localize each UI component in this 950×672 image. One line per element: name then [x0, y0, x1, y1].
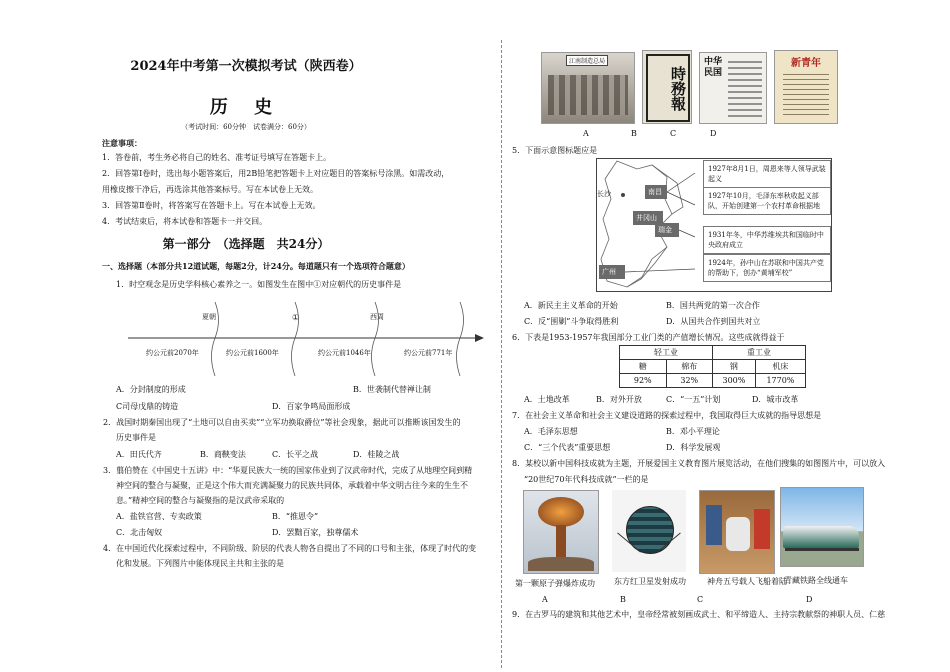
q2-option-b[interactable]: B．商鞅变法	[200, 450, 246, 459]
timeline-label-xizhou: 西周	[370, 313, 384, 321]
q1-timeline	[120, 296, 490, 380]
q3-stem-cont: 神空间的整合与凝聚，正是这个伟大而充满凝聚力的民族共同体，承载着中华文明古往今来的生生不	[116, 481, 468, 490]
q8-stem-cont: “20世纪70年代科技成就”一栏的是	[524, 475, 649, 484]
timeline-arrow	[475, 334, 484, 342]
q6-table-val: 1770%	[755, 374, 805, 388]
q5-stem: 5．下面示意图标题应是	[512, 146, 598, 155]
q1-option-a[interactable]: A．分封制度的形成	[116, 385, 186, 394]
q5-option-d[interactable]: D．从国共合作到国共对立	[666, 317, 761, 326]
map-note-1: 1927年8月1日，周恩来等人领导武装起义	[703, 160, 831, 188]
q6-stem: 6．下表是1953-1957年我国部分工业门类的产值增长情况。这些成就得益于	[512, 333, 785, 342]
map-place-jinggangshan: 井冈山	[636, 214, 657, 222]
q5-option-b[interactable]: B．国共两党的第一次合作	[666, 301, 760, 310]
q8-photo-b	[612, 490, 686, 572]
q6-option-c[interactable]: C．“一五”计划	[666, 395, 721, 404]
q7-option-a[interactable]: A．毛泽东思想	[524, 427, 578, 436]
q6-table-head: 轻工业	[620, 346, 713, 360]
q2-option-c[interactable]: C．长平之战	[272, 450, 319, 459]
exam-title: 2024年中考第一次模拟考试（陕西卷）	[130, 59, 362, 74]
q2-option-d[interactable]: D．桂陵之战	[353, 450, 400, 459]
q6-table-sub: 棉布	[666, 360, 713, 374]
notice-item: 用橡皮擦干净后，再选涂其他答案标号。写在本试卷上无效。	[102, 185, 318, 194]
q3-option-b[interactable]: B．“推恩令”	[272, 512, 319, 521]
map-note-3: 1931年冬，中华苏维埃共和国临时中央政府成立	[703, 226, 831, 254]
q6-option-d[interactable]: D．城市改革	[752, 395, 799, 404]
q4-photo-b-title: 時務報	[646, 54, 690, 122]
q4-photo-d-title: 新青年	[791, 58, 821, 69]
q6-table-sub: 机床	[755, 360, 805, 374]
q7-option-c[interactable]: C．“三个代表”重要思想	[524, 443, 611, 452]
q3-option-d[interactable]: D．罢黜百家，独尊儒术	[272, 528, 359, 537]
q8-label-c[interactable]: C	[697, 595, 704, 604]
map-note-4: 1924年，孙中山在苏联和中国共产党的帮助下，创办“黄埔军校”	[703, 254, 831, 282]
q8-photo-d	[780, 487, 864, 567]
q3-option-a[interactable]: A．盐铁官营、专卖政策	[116, 512, 202, 521]
q6-table-sub: 钢	[713, 360, 756, 374]
map-place-nanchang: 南昌	[648, 188, 662, 196]
q4-photo-b	[642, 50, 692, 124]
q4-photo-c	[699, 52, 767, 124]
q6-table-val: 92%	[620, 374, 667, 388]
q4-photo-c-text: 中华民国	[704, 57, 723, 78]
q4-label-b[interactable]: B	[631, 129, 637, 138]
q4-label-a[interactable]: A	[583, 129, 589, 138]
q4-label-c[interactable]: C	[670, 129, 677, 138]
timeline-label-xia: 夏朝	[202, 313, 216, 321]
section1-heading: 一、选择题（本部分共12道试题，每题2分，计24分。每道题只有一个选项符合题意）	[102, 261, 410, 271]
q6-option-a[interactable]: A．土地改革	[524, 395, 570, 404]
map-note-2: 1927年10月，毛泽东率秋收起义部队，开始创建第一个农村革命根据地	[703, 187, 831, 215]
q6-table-sub: 糖	[620, 360, 667, 374]
q2-stem: 2．战国时期秦国出现了“土地可以自由买卖”“立军功换取爵位”等社会现象，据此可以推断该国发生的	[103, 418, 461, 427]
map-place-changsha: 长沙	[597, 190, 611, 198]
column-divider	[501, 40, 502, 668]
timeline-date: 约公元前771年	[404, 349, 453, 357]
q8-label-b[interactable]: B	[620, 595, 626, 604]
q8-photo-c	[699, 490, 775, 574]
timeline-brace	[457, 302, 464, 376]
notice-list	[102, 152, 449, 227]
q6-table	[619, 345, 806, 388]
q8-stem: 8．某校以新中国科技成就为主题，开展爱国主义教育图片展览活动，在他们搜集的如图图片中，可以放入	[512, 459, 886, 468]
q6-table-val: 300%	[713, 374, 756, 388]
map-place-guangzhou: 广州	[602, 268, 616, 276]
q7-stem: 7．在社会主义革命和社会主义建设道路的探索过程中，我国取得巨大成就的指导思想是	[512, 411, 822, 420]
timeline-date: 约公元前1600年	[226, 349, 279, 357]
q6-table-val: 32%	[666, 374, 713, 388]
q7-option-d[interactable]: D．科学发展观	[666, 443, 721, 452]
q1-option-d[interactable]: D．百家争鸣局面形成	[272, 402, 351, 411]
q8-caption-d: 青藏铁路全线通车	[784, 576, 848, 585]
subject-title: 历 史	[209, 97, 283, 118]
q3-stem-cont: 息。”精神空间的整合与凝聚指的是汉武帝采取的	[116, 496, 285, 505]
q1-option-c[interactable]: C司母戊鼎的铸造	[116, 402, 179, 411]
map-place-ruijin: 瑞金	[658, 226, 672, 234]
notice-item: 4．考试结束后，将本试卷和答题卡一并交回。	[102, 217, 268, 226]
q2-stem-cont: 历史事件是	[116, 433, 156, 442]
timeline-date: 约公元前1046年	[318, 349, 371, 357]
timeline-label-blank: ①	[292, 313, 300, 322]
notice-title: 注意事项：	[102, 138, 142, 148]
q8-caption-a: 第一颗原子弹爆炸成功	[515, 579, 595, 588]
q4-photo-a-sign: 江南制造总局	[566, 55, 608, 66]
notice-item: 1．答卷前，考生务必将自己的姓名、准考证号填写在答题卡上。	[102, 153, 332, 162]
q4-label-d[interactable]: D	[710, 129, 717, 138]
q1-stem: 1．时空观念是历史学科核心素养之一。如图发生在图中①对应朝代的历史事件是	[116, 280, 402, 289]
q8-label-a[interactable]: A	[542, 595, 548, 604]
q3-stem: 3．翦伯赞在《中国史十五讲》中：“华夏民族大一统的国家伟业到了汉武帝时代，完成了从地理空间到精	[103, 466, 473, 475]
q9-stem: 9．在古罗马的建筑和其他艺术中，皇帝经常被刻画成武士、和平缔造人、主持宗教献祭的神职人员、仁慈	[512, 610, 886, 619]
q4-photo-d	[774, 50, 838, 124]
q4-stem-cont: 化和发展。下列图片中能体现民主共和主张的是	[116, 559, 284, 568]
q8-label-d[interactable]: D	[806, 595, 813, 604]
q8-photo-a	[523, 490, 599, 574]
q4-stem: 4．在中国近代化探索过程中，不同阶级、阶层的代表人物各自提出了不同的口号和主张，体现了时代的变	[103, 544, 477, 553]
q2-option-a[interactable]: A．田氏代齐	[116, 450, 162, 459]
q4-photo-a	[541, 52, 635, 124]
notice-item: 2．回答第Ⅰ卷时，选出每小题答案后，用2B铅笔把答题卡上对应题目的答案标号涂黑。如需改动，	[102, 169, 450, 178]
exam-info: （考试时间：60分钟 试卷满分：60分）	[181, 123, 311, 131]
q8-caption-c: 神舟五号载人飞船着陆	[707, 577, 787, 586]
q1-option-b[interactable]: B．世袭制代替禅让制	[353, 385, 431, 394]
q7-option-b[interactable]: B．邓小平理论	[666, 427, 720, 436]
timeline-date: 约公元前2070年	[146, 349, 199, 357]
q5-option-a[interactable]: A．新民主主义革命的开始	[524, 301, 618, 310]
q6-option-b[interactable]: B．对外开放	[596, 395, 642, 404]
part1-title: 第一部分 （选择题 共24分）	[162, 237, 330, 251]
q3-option-c[interactable]: C．北击匈奴	[116, 528, 163, 537]
q5-option-c[interactable]: C．反“围剿”斗争取得胜利	[524, 317, 619, 326]
q8-caption-b: 东方红卫星发射成功	[614, 577, 686, 586]
notice-item: 3．回答第Ⅱ卷时，将答案写在答题卡上。写在本试卷上无效。	[102, 201, 321, 210]
q6-table-head: 重工业	[713, 346, 806, 360]
